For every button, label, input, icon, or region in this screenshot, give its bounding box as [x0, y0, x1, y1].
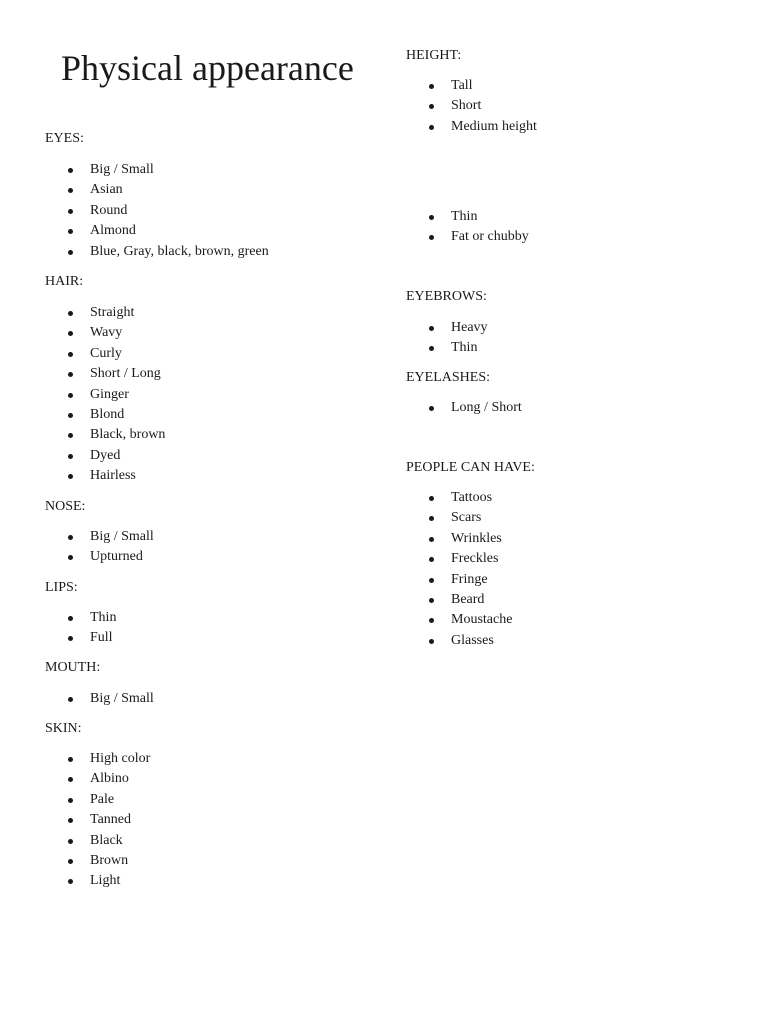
bullet-icon: [68, 555, 73, 560]
list-item: [406, 207, 529, 227]
section-heading-height: HEIGHT:: [406, 48, 462, 63]
list-item: [45, 689, 154, 709]
bullet-icon: [429, 346, 434, 351]
bullet-icon: [68, 757, 73, 762]
list-item-label: Short / Long: [90, 366, 161, 382]
list-item: [45, 385, 165, 405]
list-item: [406, 318, 488, 338]
list-item: [406, 227, 529, 247]
section-people-can-have: [406, 458, 746, 648]
list-item-label: Fringe: [451, 571, 488, 587]
list-item-label: Curly: [90, 345, 122, 361]
section-nose: [45, 497, 375, 565]
list-item-label: Beard: [451, 591, 485, 607]
list-item-label: Brown: [90, 852, 129, 868]
section-heading-lips: LIPS:: [45, 580, 78, 595]
bullet-icon: [68, 331, 73, 336]
bullet-icon: [429, 557, 434, 562]
bullet-icon: [68, 393, 73, 398]
list-item-label: Hairless: [90, 468, 136, 484]
list-item-label: Moustache: [451, 612, 513, 628]
list-lips: [45, 608, 116, 649]
section-heading-skin: SKIN:: [45, 721, 82, 736]
section-heading-hair: HAIR:: [45, 274, 84, 289]
list-item-label: Blue, Gray, black, brown, green: [90, 243, 269, 259]
bullet-icon: [68, 839, 73, 844]
bullet-icon: [68, 798, 73, 803]
bullet-icon: [68, 474, 73, 479]
list-item: [406, 508, 512, 528]
bullet-icon: [429, 598, 434, 603]
bullet-icon: [68, 413, 73, 418]
list-item-label: Round: [90, 202, 128, 218]
list-item-label: Full: [90, 630, 113, 646]
list-item-label: Dyed: [90, 447, 121, 463]
section-eyes: [45, 129, 375, 259]
bullet-icon: [68, 188, 73, 193]
section-heading-eyebrows: EYEBROWS:: [406, 289, 487, 304]
bullet-icon: [68, 372, 73, 377]
list-item-label: Asian: [90, 182, 123, 198]
bullet-icon: [68, 535, 73, 540]
bullet-icon: [429, 639, 434, 644]
list-mouth: [45, 689, 154, 709]
list-item: [406, 631, 512, 651]
bullet-icon: [68, 229, 73, 234]
bullet-icon: [429, 496, 434, 501]
list-eyelashes: [406, 398, 522, 418]
bullet-icon: [429, 516, 434, 521]
list-item: [45, 547, 154, 567]
section-eyebrows: [406, 287, 746, 356]
bullet-icon: [429, 84, 434, 89]
section-heading-mouth: MOUTH:: [45, 660, 101, 675]
list-item: [45, 749, 150, 769]
list-item: [45, 871, 150, 891]
bullet-icon: [68, 777, 73, 782]
list-item-label: Wavy: [90, 325, 123, 341]
list-item-label: High color: [90, 751, 151, 766]
list-item: [45, 160, 269, 180]
list-item: [406, 76, 537, 96]
list-item: [45, 323, 165, 343]
bullet-icon: [68, 616, 73, 621]
bullet-icon: [68, 250, 73, 255]
list-item-label: Big / Small: [90, 529, 154, 544]
bullet-icon: [68, 311, 73, 316]
list-item: [406, 398, 522, 418]
list-item: [45, 344, 165, 364]
list-item-label: Heavy: [451, 320, 488, 335]
list-item-label: Thin: [90, 610, 117, 625]
list-hair: [45, 303, 165, 487]
bullet-icon: [429, 235, 434, 240]
section-skin: [45, 719, 375, 889]
bullet-icon: [68, 636, 73, 641]
section-mouth: [45, 658, 375, 706]
list-item-label: Freckles: [451, 551, 499, 567]
bullet-icon: [429, 125, 434, 130]
section-heading-people-can-have: PEOPLE CAN HAVE:: [406, 460, 535, 475]
list-item-label: Light: [90, 873, 121, 889]
bullet-icon: [68, 168, 73, 173]
list-item-label: Almond: [90, 223, 136, 239]
bullet-icon: [429, 104, 434, 109]
bullet-icon: [429, 406, 434, 411]
list-people-can-have: [406, 488, 512, 651]
list-item: [406, 529, 512, 549]
list-eyebrows: [406, 318, 488, 359]
section-eyelashes: [406, 368, 746, 415]
list-item-label: Pale: [90, 791, 115, 807]
list-nose: [45, 527, 154, 568]
list-item-label: Glasses: [451, 632, 494, 648]
list-item: [406, 96, 537, 116]
list-item-label: Tanned: [90, 812, 132, 828]
list-item: [45, 446, 165, 466]
list-item: [45, 242, 269, 262]
list-item-label: Big / Small: [90, 162, 154, 177]
list-item-label: Short: [451, 98, 482, 114]
list-item-label: Albino: [90, 771, 129, 787]
bullet-icon: [68, 697, 73, 702]
list-item-label: Black, brown: [90, 427, 166, 443]
list-item-label: Long / Short: [451, 400, 522, 415]
list-item: [45, 769, 150, 789]
list-item: [406, 488, 512, 508]
list-item-label: Ginger: [90, 386, 129, 402]
list-item-label: Thin: [451, 340, 478, 356]
list-item: [45, 180, 269, 200]
list-item-label: Black: [90, 832, 123, 848]
section-heading-eyes: EYES:: [45, 131, 84, 146]
list-item-label: Scars: [451, 510, 482, 526]
list-item: [45, 364, 165, 384]
bullet-icon: [68, 859, 73, 864]
list-item: [45, 527, 154, 547]
list-item: [406, 338, 488, 358]
section-hair: [45, 272, 375, 484]
section-heading-nose: NOSE:: [45, 499, 86, 514]
list-item: [406, 610, 512, 630]
bullet-icon: [429, 618, 434, 623]
bullet-icon: [429, 215, 434, 220]
list-item: [45, 608, 116, 628]
list-item: [45, 466, 165, 486]
bullet-icon: [429, 578, 434, 583]
list-item-label: Medium height: [451, 118, 537, 134]
bullet-icon: [68, 352, 73, 357]
bullet-icon: [68, 209, 73, 214]
list-eyes: [45, 160, 269, 262]
list-item: [45, 831, 150, 851]
bullet-icon: [429, 537, 434, 542]
list-item-label: Wrinkles: [451, 530, 502, 546]
list-item: [45, 425, 165, 445]
list-item-label: Upturned: [90, 549, 143, 565]
page-title: Physical appearance: [61, 48, 354, 88]
list-item-label: Straight: [90, 305, 135, 320]
list-item-label: Fat or chubby: [451, 229, 529, 245]
list-item-label: Big / Small: [90, 691, 154, 706]
list-item: [406, 117, 537, 137]
list-item: [45, 405, 165, 425]
section-heading-eyelashes: EYELASHES:: [406, 370, 490, 385]
section-height: [406, 46, 746, 134]
bullet-icon: [68, 433, 73, 438]
bullet-icon: [429, 326, 434, 331]
list-item: [45, 221, 269, 241]
list-skin: [45, 749, 150, 892]
bullet-icon: [68, 818, 73, 823]
list-item: [45, 201, 269, 221]
bullet-icon: [68, 879, 73, 884]
list-item-label: Thin: [451, 209, 478, 224]
list-item-label: Blond: [90, 406, 125, 422]
list-item: [45, 851, 150, 871]
section-lips: [45, 578, 375, 646]
bullet-icon: [68, 454, 73, 459]
list-item: [406, 590, 512, 610]
list-item-label: Tattoos: [451, 490, 493, 505]
list-item: [45, 303, 165, 323]
list-build: [406, 207, 529, 248]
list-height: [406, 76, 537, 137]
list-item: [45, 628, 116, 648]
list-item: [406, 549, 512, 569]
list-item-label: Tall: [451, 78, 473, 93]
list-item: [406, 570, 512, 590]
list-item: [45, 810, 150, 830]
list-item: [45, 790, 150, 810]
